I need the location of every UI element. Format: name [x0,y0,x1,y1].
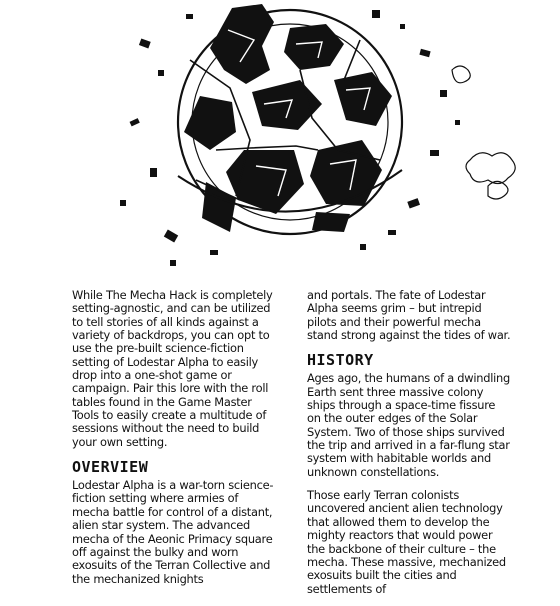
history-paragraph-2: Those early Terran colonists uncovered ancient alien technology that allowed them to develop the mighty reactors that would power the backbone of their culture – the mecha. These massive, mechanized exosuits built the cities and settlements of [307,488,506,596]
intro-paragraph: While The Mecha Hack is completely setting-agnostic, and can be utilized to tell stories of all kinds against a variety of backdrops, you can opt to use the pre-built science-fiction setting of Lodestar Alpha to easily drop into a one-shot game or campaign. Pair this lore with the roll tables found in the Game Master Tools to easily create a multitude of sessions without the need to build your own setting. [72,288,273,449]
left-column [72,289,274,596]
continuation-paragraph: and portals. The fate of Lodestar Alpha seems grim – but intrepid pilots and their powerful mecha stand strong against the tides of war. [307,288,511,343]
history-heading: HISTORY [307,351,374,370]
right-column [307,289,511,606]
shattered-planet-illustration [0,0,560,285]
overview-paragraph: Lodestar Alpha is a war-torn science-fiction setting where armies of mecha battle for control of a distant, alien star system. The advanced mecha of the Aeonic Primacy square off against the bulky and worn exosuits of the Terran Collective and the mechanized knights [72,478,274,586]
history-paragraph-1: Ages ago, the humans of a dwindling Earth sent three massive colony ships through a space-time fissure on the outer edges of the Solar System. Two of those ships survived the trip and arrived in a far-flung star system with habitable worlds and unknown constellations. [307,371,511,479]
overview-heading: OVERVIEW [72,458,149,477]
